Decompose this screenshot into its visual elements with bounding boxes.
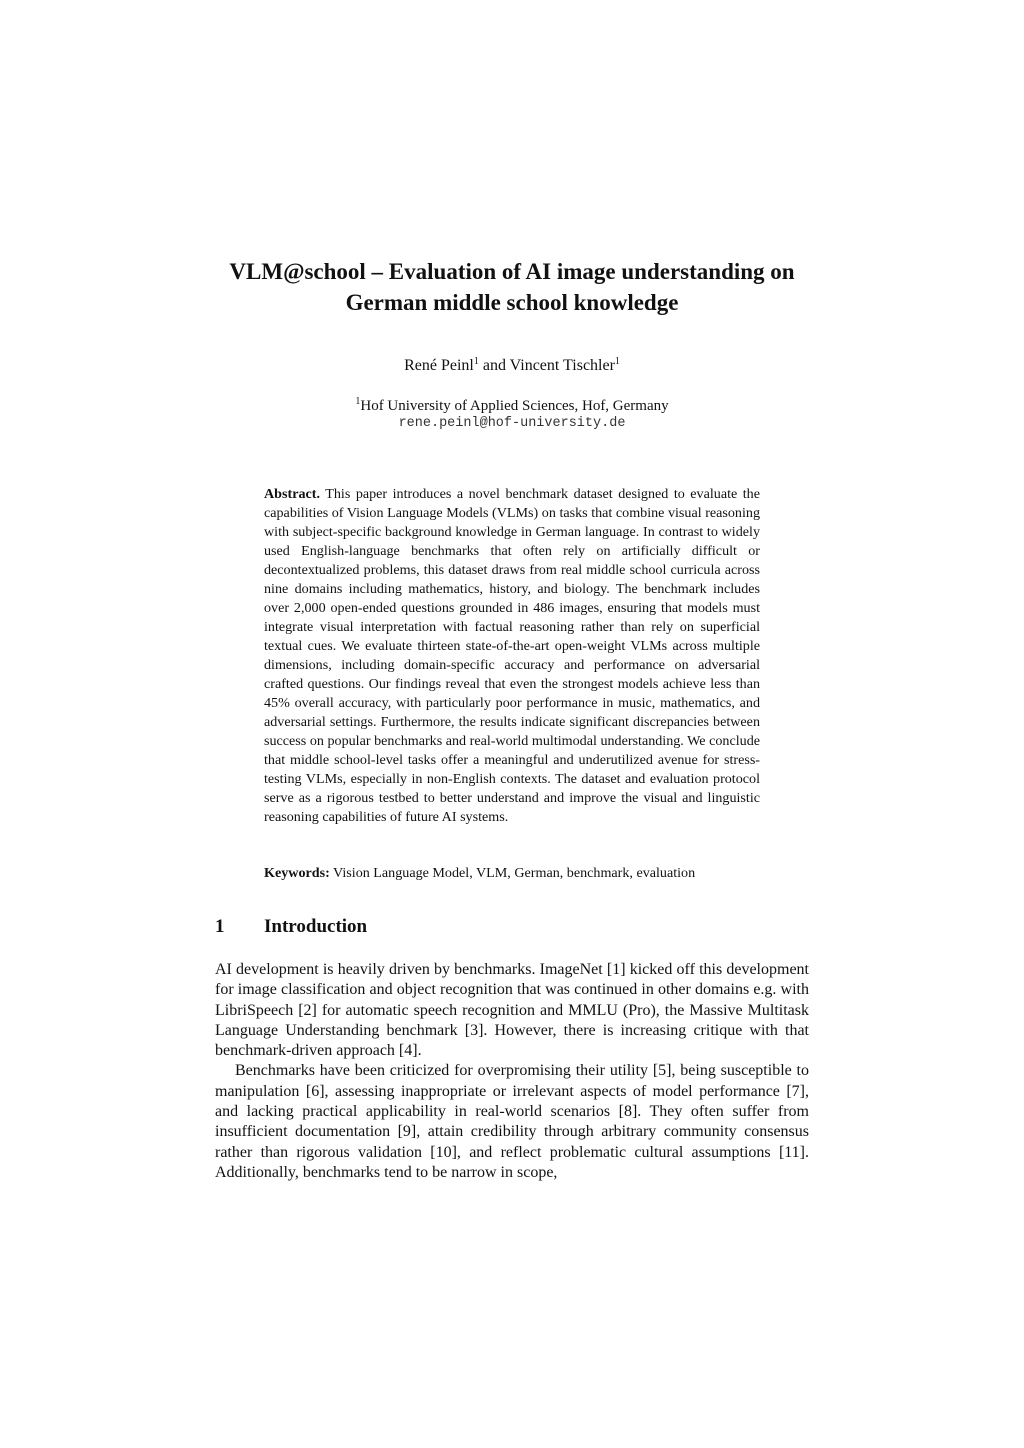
- keywords-text: Vision Language Model, VLM, German, benchmark, evaluation: [333, 865, 696, 881]
- section-heading: [215, 915, 809, 939]
- title-line-2: German middle school knowledge: [345, 290, 679, 315]
- affiliation: [200, 397, 824, 415]
- author-name: Vincent Tischler: [509, 357, 615, 374]
- affiliation-marker: 1: [355, 396, 361, 407]
- abstract: [264, 485, 760, 827]
- body-text: [215, 960, 809, 1183]
- section-title: Introduction: [264, 916, 368, 937]
- affiliation-text: Hof University of Applied Sciences, Hof, Germany: [360, 398, 669, 414]
- keywords: [264, 864, 760, 883]
- author-list: [200, 355, 824, 377]
- paper-title: [200, 256, 824, 318]
- author-name: René Peinl: [404, 357, 474, 374]
- affiliation-marker: 1: [473, 356, 479, 367]
- author-email[interactable]: rene.peinl@hof-university.de: [398, 416, 626, 431]
- paragraph: Benchmarks have been criticized for overpromising their utility [5], being susceptible to manipulation [6], assessing inappropriate or irrelevant aspects of model performance [7], and lacking practical applicability in real-world scenarios [8]. They often suffer from insufficient documentation [9], attain credibility through arbitrary community consensus rather than rigorous validation [10], and reflect problematic cultural assumptions [11]. Additionally, benchmarks tend to be narrow in scope,: [215, 1062, 809, 1181]
- section-number: 1: [215, 916, 225, 937]
- title-line-1: VLM@school – Evaluation of AI image understanding on: [229, 259, 795, 284]
- paragraph: AI development is heavily driven by benchmarks. ImageNet [1] kicked off this development for image classification and object recognition that was continued in other domains e.g. with LibriSpeech [2] for automatic speech recognition and MMLU (Pro), the Massive Multitask Language Understanding benchmark [3]. However, there is increasing critique with that benchmark-driven approach [4].: [215, 961, 809, 1060]
- affiliation-marker: 1: [614, 356, 620, 367]
- abstract-label: Abstract.: [264, 486, 320, 502]
- abstract-text: This paper introduces a novel benchmark dataset designed to evaluate the capabilities of Vision Language Models (VLMs) on tasks that combine visual reasoning with subject-specific background knowledge in German language. In contrast to widely used English-language benchmarks that often rely on artificially difficult or decontextualized problems, this dataset draws from real middle school curricula across nine domains including mathematics, history, and biology. The benchmark includes over 2,000 open-ended questions grounded in 486 images, ensuring that models must integrate visual interpretation with factual reasoning rather than rely on superficial textual cues. We evaluate thirteen state-of-the-art open-weight VLMs across multiple dimensions, including domain-specific accuracy and performance on adversarial crafted questions. Our findings reveal that even the strongest models achieve less than 45% overall accuracy, with particularly poor performance in music, mathematics, and adversarial settings. Furthermore, the results indicate significant discrepancies between success on popular benchmarks and real-world multimodal understanding. We conclude that middle school-level tasks offer a meaningful and underutilized avenue for stress-testing VLMs, especially in non-English contexts. The dataset and evaluation protocol serve as a rigorous testbed to better understand and improve the visual and linguistic reasoning capabilities of future AI systems.: [264, 486, 760, 825]
- author-joiner: and: [478, 357, 510, 374]
- keywords-label: Keywords:: [264, 865, 330, 881]
